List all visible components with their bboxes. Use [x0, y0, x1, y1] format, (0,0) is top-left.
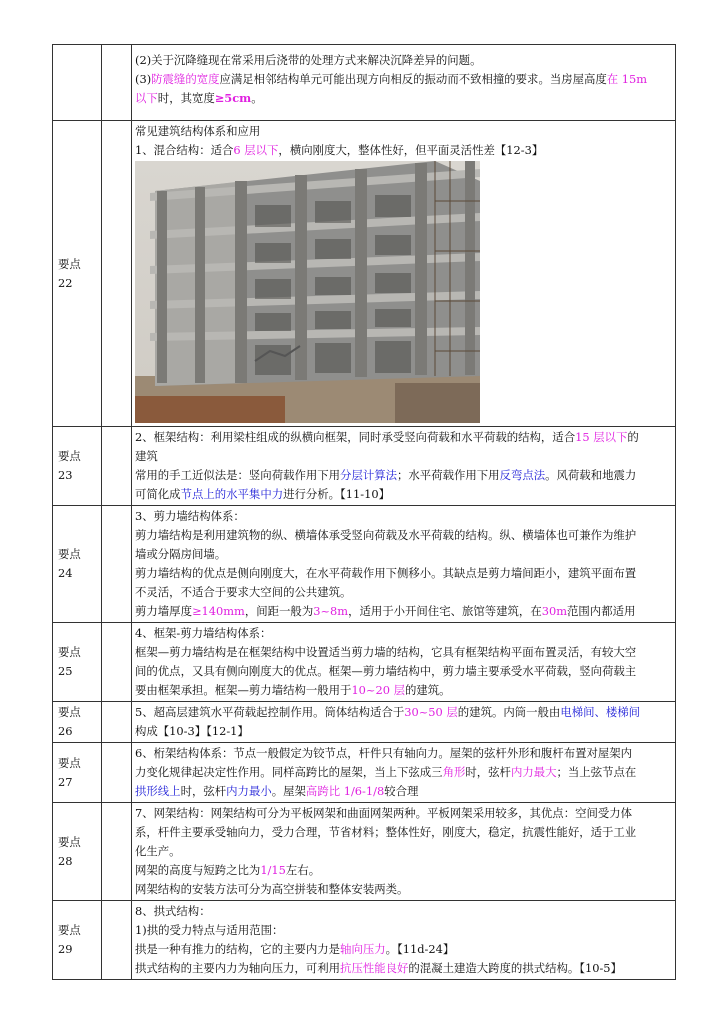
notes-table — [52, 44, 676, 980]
point-label: 要点 27 — [58, 755, 81, 789]
row-point-26 — [53, 702, 676, 743]
point-label: 要点 28 — [58, 834, 81, 868]
point-label: 要点 24 — [58, 547, 81, 580]
row-content: 8、拱式结构： 1)拱的受力特点与适用范围： 拱是一种有推力的结构，它的主要内力是轴向压力。【11d-24】 拱式结构的主要内力为轴向压力，可利用抗压性能良好的混凝土建造大跨度的拱式结构。【10-5】 — [132, 901, 676, 980]
point-label: 要点 23 — [58, 449, 81, 482]
row-point-25 — [53, 623, 676, 702]
point-label: 要点 29 — [58, 923, 81, 956]
point-label: 要点 26 — [58, 705, 81, 738]
row-content: 4、框架-剪力墙结构体系： 框架—剪力墙结构是在框架结构中设置适当剪力墙的结构，它具有框架结构平面布置灵活，有较大空 间的优点，又具有侧向刚度大的优点。框架—剪力墙结构中，剪力墙主要承受水平荷载，竖向荷载主 要由框架承担。框架—剪力墙结构一般用于10~20 层的建筑。 — [132, 623, 676, 702]
row-point-27 — [53, 743, 676, 803]
row-point-29 — [53, 901, 676, 980]
building-photo — [135, 161, 480, 423]
point-label: 要点 22 — [58, 256, 81, 290]
point-label: 要点 25 — [58, 645, 81, 678]
row-content: 6、桁架结构体系：节点一般假定为铰节点，杆件只有轴向力。屋架的弦杆外形和腹杆布置对屋架内 力变化规律起决定性作用。同样高跨比的屋架，当上下弦成三角形时，弦杆内力最大；当上弦节点在 拱形线上时，弦杆内力最小。屋架高跨比 1/6-1/8较合理 — [132, 743, 676, 803]
row-content: 7、网架结构：网架结构可分为平板网架和曲面网架两种。平板网架采用较多，其优点：空间受力体 系，杆件主要承受轴向力，受力合理，节省材料；整体性好，刚度大，稳定，抗震性能好，适于工业 化生产。 网架的高度与短跨之比为1/15左右。 网架结构的安装方法可分为高空拼装和整体安装两类。 — [132, 803, 676, 901]
row-point-24 — [53, 506, 676, 623]
row-content: 常见建筑结构体系和应用 1、混合结构：适合6 层以下，横向刚度大，整体性好，但平面灵活性差【12-3】 — [132, 121, 676, 427]
row-point-28 — [53, 803, 676, 901]
row-point-23 — [53, 427, 676, 506]
row-content: 2、框架结构：利用梁柱组成的纵横向框架，同时承受竖向荷载和水平荷载的结构，适合15 层以下的 建筑 常用的手工近似法是：竖向荷载作用下用分层计算法；水平荷载作用下用反弯点法。风荷载和地震力 可简化成节点上的水平集中力进行分析。【11-10】 — [132, 427, 676, 506]
row-content: 3、剪力墙结构体系： 剪力墙结构是利用建筑物的纵、横墙体承受竖向荷载及水平荷载的结构。纵、横墙体也可兼作为维护 墙或分隔房间墙。 剪力墙结构的优点是侧向刚度大，在水平荷载作用下侧移小。其缺点是剪力墙间距小，建筑平面布置 不灵活，不适合于要求大空间的公共建筑。 剪力墙厚度≥140mm，间距一般为3~8m，适用于小开间住宅、旅馆等建筑，在30m范围内都适用 — [132, 506, 676, 623]
row-point-22 — [53, 121, 676, 427]
row-continuation — [53, 45, 676, 121]
row-content: 5、超高层建筑水平荷载起控制作用。筒体结构适合于30~50 层的建筑。内筒一般由电梯间、楼梯间 构成【10-3】【12-1】 — [132, 702, 676, 743]
row-content: (2)关于沉降缝现在常采用后浇带的处理方式来解决沉降差异的问题。 (3)防震缝的宽度应满足相邻结构单元可能出现方向相反的振动而不致相撞的要求。当房屋高度在 15m 以下时，其宽度≥5cm。 — [132, 45, 676, 121]
